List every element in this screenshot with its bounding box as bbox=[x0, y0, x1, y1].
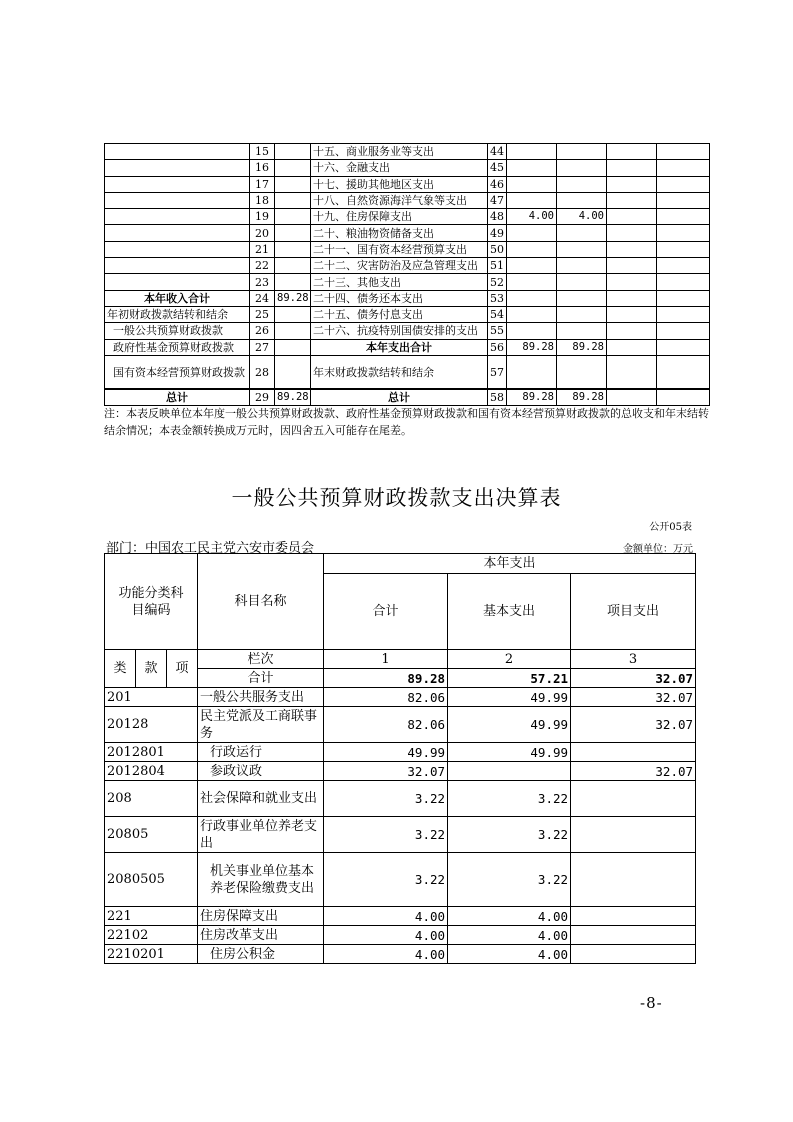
subject-name: 民主党派及工商联事务 bbox=[198, 707, 324, 743]
income-line-no: 26 bbox=[250, 323, 275, 339]
function-code: 2012801 bbox=[105, 743, 198, 762]
income-line-no: 16 bbox=[250, 160, 275, 176]
row-total: 82.06 bbox=[324, 707, 448, 743]
row-total: 4.00 bbox=[324, 907, 448, 926]
subject-name: 参政议政 bbox=[198, 762, 324, 781]
expense-state-capital bbox=[657, 176, 710, 192]
expense-state-capital bbox=[657, 339, 710, 355]
expense-fund bbox=[607, 389, 657, 406]
expense-general bbox=[557, 355, 607, 389]
expense-state-capital bbox=[657, 258, 710, 274]
expense-line-no: 48 bbox=[488, 209, 507, 225]
row-project bbox=[571, 743, 696, 762]
expense-fund bbox=[607, 176, 657, 192]
subject-name-header: 科目名称 bbox=[198, 554, 324, 650]
expense-label: 二十四、债务还本支出 bbox=[311, 290, 488, 306]
row-project: 32.07 bbox=[571, 688, 696, 707]
expense-state-capital bbox=[657, 389, 710, 406]
expense-label: 十九、住房保障支出 bbox=[311, 209, 488, 225]
table-note: 注：本表反映单位本年度一般公共预算财政拨款、政府性基金预算财政拨款和国有资本经营预算财政拨款的总收支和年末结转结余情况；本表金额转换成万元时，因四舍五入可能存在尾差。 bbox=[104, 407, 709, 437]
row-basic: 3.22 bbox=[448, 781, 571, 817]
row-total: 3.22 bbox=[324, 853, 448, 907]
expense-fund bbox=[607, 274, 657, 290]
row-project bbox=[571, 853, 696, 907]
expense-label: 十六、金融支出 bbox=[311, 160, 488, 176]
income-label: 本年收入合计 bbox=[105, 290, 250, 306]
subject-name: 行政事业单位养老支出 bbox=[198, 817, 324, 853]
income-amount bbox=[275, 209, 311, 225]
summary-row bbox=[105, 160, 710, 176]
row-project bbox=[571, 781, 696, 817]
function-code: 2080505 bbox=[105, 853, 198, 907]
expense-fund bbox=[607, 192, 657, 208]
expenditure-row bbox=[105, 762, 696, 781]
expense-general: 89.28 bbox=[557, 389, 607, 406]
expense-general bbox=[557, 160, 607, 176]
row-project bbox=[571, 926, 696, 945]
row-total: 4.00 bbox=[324, 926, 448, 945]
lanci-label: 栏次 bbox=[198, 650, 324, 669]
income-label bbox=[105, 225, 250, 241]
income-label bbox=[105, 274, 250, 290]
expenditure-table-body bbox=[105, 554, 696, 964]
subject-name: 机关事业单位基本养老保险缴费支出 bbox=[198, 853, 324, 907]
expense-line-no: 44 bbox=[488, 144, 507, 160]
expense-state-capital bbox=[657, 355, 710, 389]
expense-total: 89.28 bbox=[507, 339, 557, 355]
summary-row bbox=[105, 209, 710, 225]
income-label: 一般公共预算财政拨款 bbox=[105, 323, 250, 339]
summary-row bbox=[105, 258, 710, 274]
expense-state-capital bbox=[657, 274, 710, 290]
income-amount bbox=[275, 241, 311, 257]
expense-fund bbox=[607, 290, 657, 306]
expense-total: 4.00 bbox=[507, 209, 557, 225]
expense-fund bbox=[607, 355, 657, 389]
expense-label: 二十五、债务付息支出 bbox=[311, 306, 488, 322]
expense-line-no: 53 bbox=[488, 290, 507, 306]
row-basic: 49.99 bbox=[448, 688, 571, 707]
expenditure-row bbox=[105, 707, 696, 743]
kuan-header: 款 bbox=[136, 650, 167, 688]
row-basic: 49.99 bbox=[448, 707, 571, 743]
expense-line-no: 54 bbox=[488, 306, 507, 322]
col3-index: 3 bbox=[571, 650, 696, 669]
income-amount: 89.28 bbox=[275, 389, 311, 406]
expense-general: 4.00 bbox=[557, 209, 607, 225]
expense-total bbox=[507, 225, 557, 241]
expense-label: 二十一、国有资本经营预算支出 bbox=[311, 241, 488, 257]
income-amount bbox=[275, 176, 311, 192]
page-number: -8- bbox=[640, 994, 663, 1012]
expense-label: 二十三、其他支出 bbox=[311, 274, 488, 290]
total-row-label: 合计 bbox=[198, 669, 324, 688]
income-line-no: 23 bbox=[250, 274, 275, 290]
subject-name: 住房保障支出 bbox=[198, 907, 324, 926]
expense-state-capital bbox=[657, 144, 710, 160]
row-project: 32.07 bbox=[571, 707, 696, 743]
row-project: 32.07 bbox=[571, 762, 696, 781]
expense-total bbox=[507, 192, 557, 208]
expense-line-no: 50 bbox=[488, 241, 507, 257]
income-label: 政府性基金预算财政拨款 bbox=[105, 339, 250, 355]
expense-line-no: 56 bbox=[488, 339, 507, 355]
summary-row bbox=[105, 355, 710, 389]
expense-fund bbox=[607, 209, 657, 225]
income-line-no: 27 bbox=[250, 339, 275, 355]
row-basic bbox=[448, 762, 571, 781]
income-label bbox=[105, 160, 250, 176]
income-line-no: 17 bbox=[250, 176, 275, 192]
basic-header: 基本支出 bbox=[448, 574, 571, 650]
expense-general: 89.28 bbox=[557, 339, 607, 355]
function-code: 22102 bbox=[105, 926, 198, 945]
expense-line-no: 49 bbox=[488, 225, 507, 241]
income-line-no: 25 bbox=[250, 306, 275, 322]
expenditure-row bbox=[105, 688, 696, 707]
income-label bbox=[105, 241, 250, 257]
income-label: 国有资本经营预算财政拨款 bbox=[105, 355, 250, 389]
income-label bbox=[105, 209, 250, 225]
expense-total bbox=[507, 355, 557, 389]
income-line-no: 24 bbox=[250, 290, 275, 306]
expense-total bbox=[507, 176, 557, 192]
upper-table-body bbox=[105, 144, 710, 406]
row-basic: 4.00 bbox=[448, 926, 571, 945]
page-title: 一般公共预算财政拨款支出决算表 bbox=[231, 486, 562, 510]
expense-label: 十七、援助其他地区支出 bbox=[311, 176, 488, 192]
function-code: 208 bbox=[105, 781, 198, 817]
col2-index: 2 bbox=[448, 650, 571, 669]
expense-general bbox=[557, 274, 607, 290]
income-amount bbox=[275, 274, 311, 290]
expense-total bbox=[507, 160, 557, 176]
function-code: 2210201 bbox=[105, 945, 198, 964]
expenditure-table bbox=[104, 553, 696, 964]
summary-row bbox=[105, 192, 710, 208]
expense-state-capital bbox=[657, 306, 710, 322]
expense-label: 年末财政拨款结转和结余 bbox=[311, 355, 488, 389]
expense-total bbox=[507, 306, 557, 322]
summary-row bbox=[105, 176, 710, 192]
expense-label: 十五、商业服务业等支出 bbox=[311, 144, 488, 160]
income-line-no: 28 bbox=[250, 355, 275, 389]
expense-total bbox=[507, 290, 557, 306]
row-basic: 3.22 bbox=[448, 817, 571, 853]
row-basic: 4.00 bbox=[448, 945, 571, 964]
income-label bbox=[105, 144, 250, 160]
income-label bbox=[105, 176, 250, 192]
xiang-header: 项 bbox=[167, 650, 198, 688]
expense-label: 二十六、抗疫特别国债安排的支出 bbox=[311, 323, 488, 339]
function-code: 20128 bbox=[105, 707, 198, 743]
expense-label: 二十、粮油物资储备支出 bbox=[311, 225, 488, 241]
expense-fund bbox=[607, 225, 657, 241]
expense-total bbox=[507, 144, 557, 160]
row-basic: 3.22 bbox=[448, 853, 571, 907]
row-basic: 4.00 bbox=[448, 907, 571, 926]
expenditure-row bbox=[105, 853, 696, 907]
expenditure-row bbox=[105, 743, 696, 762]
subject-name: 社会保障和就业支出 bbox=[198, 781, 324, 817]
form-number: 公开05表 bbox=[649, 522, 692, 533]
expense-fund bbox=[607, 144, 657, 160]
expense-fund bbox=[607, 339, 657, 355]
total-header: 合计 bbox=[324, 574, 448, 650]
row-total: 4.00 bbox=[324, 945, 448, 964]
row-basic: 49.99 bbox=[448, 743, 571, 762]
subject-name: 行政运行 bbox=[198, 743, 324, 762]
expense-general bbox=[557, 241, 607, 257]
function-code: 20805 bbox=[105, 817, 198, 853]
summary-row bbox=[105, 241, 710, 257]
col1-index: 1 bbox=[324, 650, 448, 669]
income-line-no: 18 bbox=[250, 192, 275, 208]
income-amount bbox=[275, 306, 311, 322]
summary-row bbox=[105, 389, 710, 406]
income-amount bbox=[275, 160, 311, 176]
total-row-basic: 57.21 bbox=[448, 669, 571, 688]
expense-state-capital bbox=[657, 241, 710, 257]
row-total: 49.99 bbox=[324, 743, 448, 762]
expense-fund bbox=[607, 241, 657, 257]
expense-state-capital bbox=[657, 323, 710, 339]
unit-label: 金额单位：万元 bbox=[623, 544, 693, 555]
expense-general bbox=[557, 323, 607, 339]
expense-total bbox=[507, 241, 557, 257]
expense-label: 十八、自然资源海洋气象等支出 bbox=[311, 192, 488, 208]
income-amount bbox=[275, 144, 311, 160]
expense-total: 89.28 bbox=[507, 389, 557, 406]
upper-summary-table bbox=[104, 143, 710, 406]
income-line-no: 20 bbox=[250, 225, 275, 241]
expenditure-row bbox=[105, 945, 696, 964]
income-amount bbox=[275, 323, 311, 339]
project-header: 项目支出 bbox=[571, 574, 696, 650]
expense-general bbox=[557, 290, 607, 306]
income-label: 年初财政拨款结转和结余 bbox=[105, 306, 250, 322]
subject-name: 一般公共服务支出 bbox=[198, 688, 324, 707]
department-label: 部门：中国农工民主党六安市委员会 bbox=[106, 541, 315, 556]
row-total: 3.22 bbox=[324, 781, 448, 817]
income-amount bbox=[275, 192, 311, 208]
expense-fund bbox=[607, 306, 657, 322]
income-line-no: 22 bbox=[250, 258, 275, 274]
expense-fund bbox=[607, 258, 657, 274]
expense-line-no: 51 bbox=[488, 258, 507, 274]
expense-label: 本年支出合计 bbox=[311, 339, 488, 355]
func-code-header: 功能分类科目编码 bbox=[105, 554, 198, 650]
subject-name: 住房公积金 bbox=[198, 945, 324, 964]
income-line-no: 29 bbox=[250, 389, 275, 406]
summary-row bbox=[105, 144, 710, 160]
expense-general bbox=[557, 225, 607, 241]
expense-general bbox=[557, 192, 607, 208]
expense-general bbox=[557, 144, 607, 160]
expense-state-capital bbox=[657, 290, 710, 306]
current-year-header: 本年支出 bbox=[324, 554, 696, 574]
expenditure-row bbox=[105, 781, 696, 817]
expense-line-no: 47 bbox=[488, 192, 507, 208]
expense-fund bbox=[607, 323, 657, 339]
summary-row bbox=[105, 290, 710, 306]
income-label bbox=[105, 192, 250, 208]
row-project bbox=[571, 817, 696, 853]
summary-row bbox=[105, 339, 710, 355]
function-code: 221 bbox=[105, 907, 198, 926]
income-amount bbox=[275, 225, 311, 241]
summary-row bbox=[105, 306, 710, 322]
expense-line-no: 52 bbox=[488, 274, 507, 290]
income-line-no: 15 bbox=[250, 144, 275, 160]
row-total: 3.22 bbox=[324, 817, 448, 853]
summary-row bbox=[105, 225, 710, 241]
expense-general bbox=[557, 306, 607, 322]
lei-header: 类 bbox=[105, 650, 136, 688]
income-label: 总计 bbox=[105, 389, 250, 406]
expense-state-capital bbox=[657, 192, 710, 208]
summary-row bbox=[105, 274, 710, 290]
income-amount bbox=[275, 339, 311, 355]
expense-label: 二十二、灾害防治及应急管理支出 bbox=[311, 258, 488, 274]
expense-line-no: 55 bbox=[488, 323, 507, 339]
expenditure-row bbox=[105, 926, 696, 945]
expense-fund bbox=[607, 160, 657, 176]
income-amount bbox=[275, 258, 311, 274]
expenditure-row bbox=[105, 817, 696, 853]
function-code: 201 bbox=[105, 688, 198, 707]
row-project bbox=[571, 907, 696, 926]
expense-line-no: 58 bbox=[488, 389, 507, 406]
subject-name: 住房改革支出 bbox=[198, 926, 324, 945]
total-row-total: 89.28 bbox=[324, 669, 448, 688]
expense-state-capital bbox=[657, 225, 710, 241]
expense-state-capital bbox=[657, 160, 710, 176]
total-row-project: 32.07 bbox=[571, 669, 696, 688]
income-amount bbox=[275, 355, 311, 389]
function-code: 2012804 bbox=[105, 762, 198, 781]
expense-general bbox=[557, 176, 607, 192]
expense-total bbox=[507, 258, 557, 274]
row-project bbox=[571, 945, 696, 964]
row-total: 32.07 bbox=[324, 762, 448, 781]
expense-total bbox=[507, 274, 557, 290]
expense-total bbox=[507, 323, 557, 339]
expense-line-no: 45 bbox=[488, 160, 507, 176]
expense-label: 总计 bbox=[311, 389, 488, 406]
expense-line-no: 46 bbox=[488, 176, 507, 192]
summary-row bbox=[105, 323, 710, 339]
expense-line-no: 57 bbox=[488, 355, 507, 389]
row-total: 82.06 bbox=[324, 688, 448, 707]
expenditure-row bbox=[105, 907, 696, 926]
income-amount: 89.28 bbox=[275, 290, 311, 306]
expense-state-capital bbox=[657, 209, 710, 225]
income-label bbox=[105, 258, 250, 274]
expense-general bbox=[557, 258, 607, 274]
income-line-no: 21 bbox=[250, 241, 275, 257]
income-line-no: 19 bbox=[250, 209, 275, 225]
